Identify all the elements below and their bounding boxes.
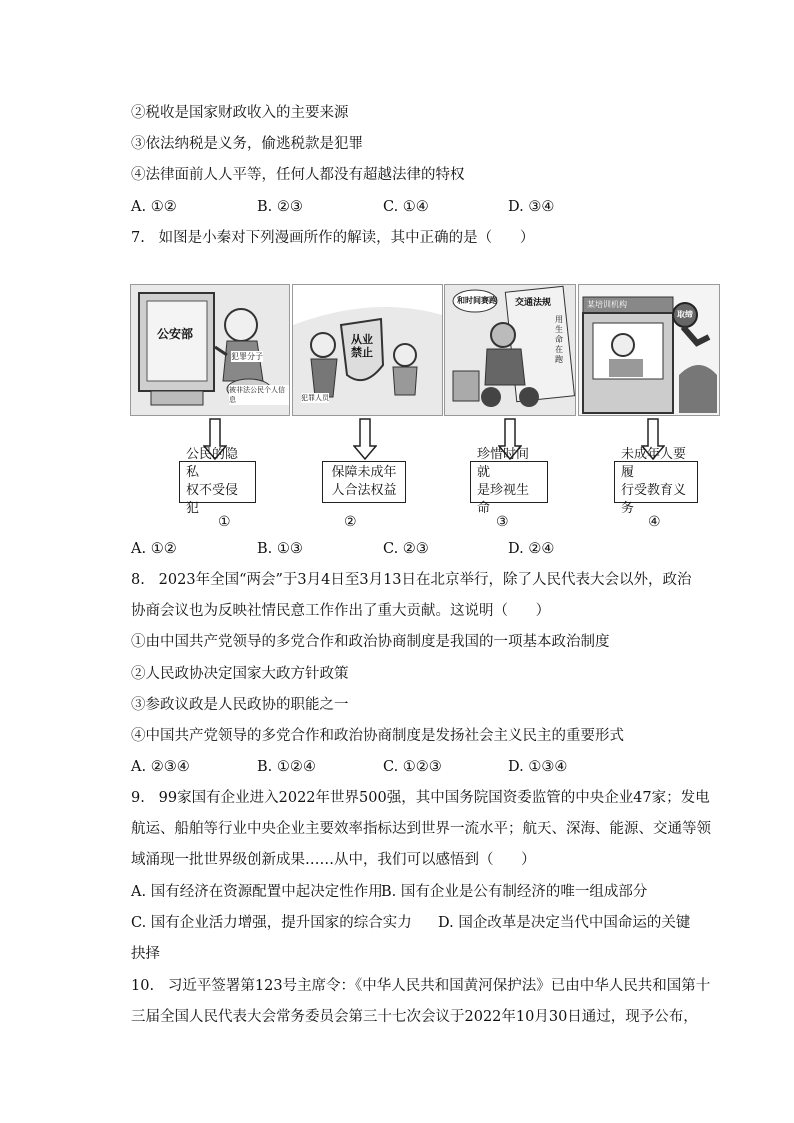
panel3-bubble: 和时间赛跑	[457, 296, 497, 305]
q9-option-a: A. 国有经济在资源配置中起决定性作用	[131, 884, 383, 900]
q7-option-c: C. ②③	[383, 541, 429, 557]
q8-statement-4: ④中国共产党领导的多党合作和政治协商制度是发扬社会主义民主的重要形式	[131, 728, 624, 744]
q8-option-c: C. ①②③	[383, 759, 442, 775]
q8-option-b: B. ①②④	[257, 759, 316, 775]
q6-option-c: C. ①④	[383, 199, 429, 215]
q9-stem-line-1: 9. 99家国有企业进入2022年世界500强，其中国务院国资委监管的中央企业47家；发电	[131, 790, 710, 806]
q8-statement-2: ②人民政协决定国家大政方针政策	[131, 666, 349, 682]
caption-4-line-1: 未成年人要履	[621, 447, 687, 480]
q6-option-d: D. ③④	[508, 199, 555, 215]
cartoon-panel-2	[292, 284, 443, 416]
panel2-tag: 犯罪人员	[301, 394, 329, 402]
caption-4-line-2: 行受教育义务	[621, 483, 687, 516]
q6-option-b: B. ②③	[257, 199, 303, 215]
q9-stem-line-3: 域涌现一批世界级创新成果……从中，我们可以感悟到（ ）	[131, 852, 536, 868]
caption-box-2	[322, 461, 406, 503]
q6-option-a: A. ①②	[131, 199, 177, 215]
cartoon-panel-4	[578, 284, 720, 416]
panel1-sign: 公安部	[157, 327, 194, 341]
q10-stem-line-2: 三届全国人民代表大会常务委员会第三十七次会议于2022年10月30日通过，现予公布，	[131, 1009, 698, 1025]
q6-statement-4: ④法律面前人人平等，任何人都没有超越法律的特权	[131, 167, 465, 183]
panel-number-2: ②	[344, 514, 357, 530]
caption-2-line-1: 保障未成年	[331, 465, 397, 480]
caption-1-line-2: 权不受侵犯	[186, 483, 239, 516]
down-arrow-icon	[353, 418, 377, 460]
cartoon-panel-1	[130, 284, 290, 416]
panel1-tag-info: 被非法公民个人信息	[229, 385, 289, 405]
q9-option-d: D. 国企改革是决定当代中国命运的关键	[438, 915, 691, 931]
panel-number-4: ④	[648, 514, 661, 530]
panel4-stamp: 取缔	[677, 310, 693, 319]
panel2-shield-text: 从业禁止	[351, 333, 373, 359]
panel3-doc-title: 交通法规	[515, 298, 552, 308]
caption-2-line-2: 人合法权益	[331, 483, 397, 498]
caption-box-3	[470, 447, 548, 516]
q6-statement-3: ③依法纳税是义务，偷逃税款是犯罪	[131, 136, 363, 152]
q8-stem-line-1: 8. 2023年全国“两会”于3月4日至3月13日在北京举行，除了人民代表大会以外，政治	[131, 572, 692, 588]
cartoon-panel-3	[444, 284, 576, 416]
q8-stem-line-2: 协商会议也为反映社情民意工作作出了重大贡献。这说明（ ）	[131, 603, 551, 619]
caption-1-line-1: 公民的隐私	[186, 447, 239, 480]
panel-number-3: ③	[496, 514, 509, 530]
panel-number-1: ①	[218, 514, 231, 530]
panel4-sign: 某培训机构	[587, 300, 627, 309]
panel3-doc-text: 用生命在跑	[555, 315, 563, 364]
q8-statement-3: ③参政议政是人民政协的职能之一	[131, 697, 349, 713]
caption-3-line-2: 是珍视生命	[477, 483, 530, 516]
q7-option-a: A. ①②	[131, 541, 177, 557]
q9-option-c: C. 国有企业活力增强，提升国家的综合实力	[131, 915, 412, 931]
q10-stem-line-1: 10. 习近平签署第123号主席令：《中华人民共和国黄河保护法》已由中华人民共和国第十	[131, 978, 711, 994]
caption-3-line-1: 珍惜时间就	[477, 447, 530, 480]
q8-option-d: D. ①③④	[508, 759, 568, 775]
panel1-tag-criminal: 犯罪分子	[231, 352, 263, 361]
caption-box-1	[179, 447, 256, 516]
q8-statement-1: ①由中国共产党领导的多党合作和政治协商制度是我国的一项基本政治制度	[131, 634, 610, 650]
q9-option-b: B. 国有企业是公有制经济的唯一组成部分	[381, 884, 648, 900]
caption-box-4	[614, 447, 698, 516]
q7-option-d: D. ②④	[508, 541, 555, 557]
q7-option-b: B. ①③	[257, 541, 303, 557]
q6-statement-2: ②税收是国家财政收入的主要来源	[131, 105, 349, 121]
q8-option-a: A. ②③④	[131, 759, 190, 775]
q9-stem-line-2: 航运、船舶等行业中央企业主要效率指标达到世界一流水平；航天、深海、能源、交通等领	[131, 821, 711, 837]
q9-option-d-continued: 抉择	[131, 946, 160, 962]
q7-stem: 7. 如图是小秦对下列漫画所作的解读，其中正确的是（ ）	[131, 230, 535, 246]
